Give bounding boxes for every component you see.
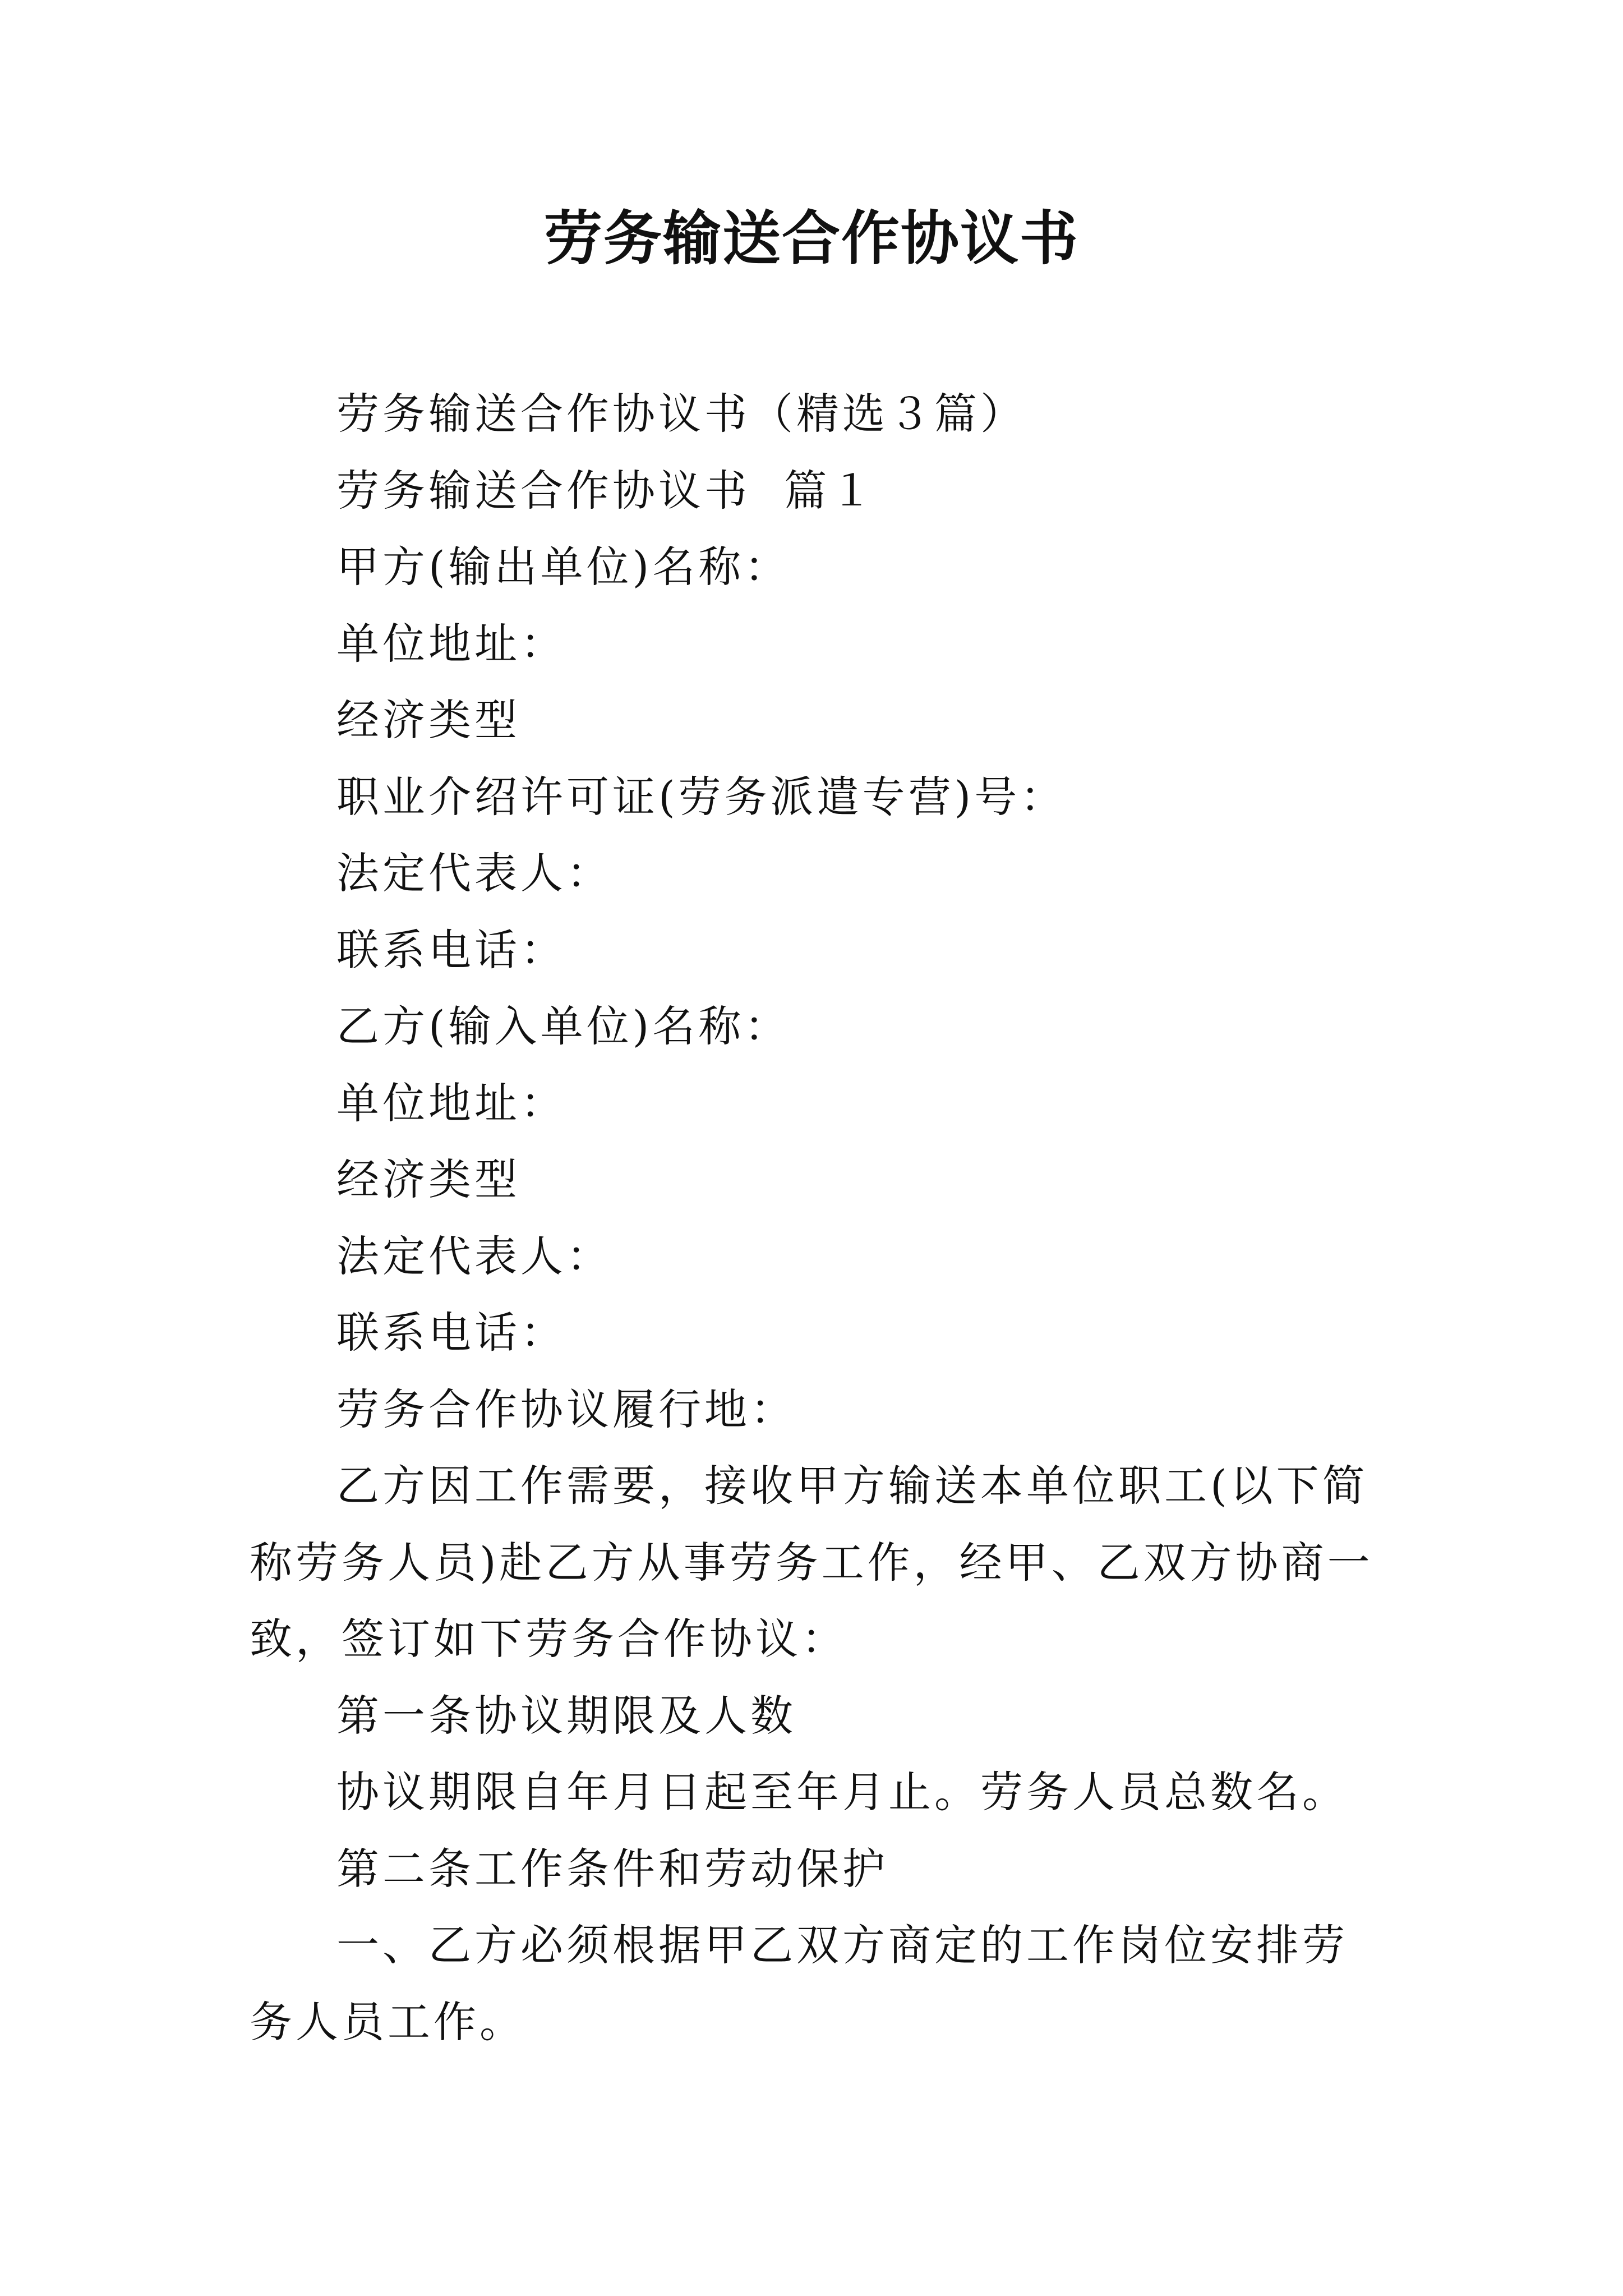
paragraph: 单位地址： xyxy=(336,1078,566,1128)
document-title: 劳务输送合作协议书 xyxy=(543,204,1079,273)
paragraph: 职业介绍许可证(劳务派遣专营)号： xyxy=(336,771,1067,822)
paragraph: 一、乙方必须根据甲乙双方商定的工作岗位安排劳务人员工作。 xyxy=(250,1920,1348,2047)
paragraph: 第二条工作条件和劳动保护 xyxy=(336,1843,888,1894)
paragraph: 协议期限自年月日起至年月止。劳务人员总数名。 xyxy=(336,1767,1348,1817)
paragraph: 劳务输送合作协议书（精选３篇） xyxy=(336,389,1026,439)
paragraph: 法定代表人： xyxy=(336,848,612,898)
paragraph: 劳务输送合作协议书 篇１ xyxy=(336,465,877,516)
paragraph: 法定代表人： xyxy=(336,1231,612,1281)
paragraph: 经济类型 xyxy=(336,1154,520,1204)
paragraph: 乙方因工作需要，接收甲方输送本单位职工(以下简称劳务人员)赴乙方从事劳务工作，经甲、乙双方协商一致，签订如下劳务合作协议： xyxy=(250,1461,1373,1664)
document-body xyxy=(250,376,1394,2060)
paragraph: 单位地址： xyxy=(336,618,566,669)
paragraph: 乙方(输入单位)名称： xyxy=(336,1001,791,1051)
paragraph: 第一条协议期限及人数 xyxy=(336,1690,796,1741)
paragraph: 劳务合作协议履行地： xyxy=(336,1384,796,1434)
paragraph: 经济类型 xyxy=(336,695,520,745)
paragraph: 联系电话： xyxy=(336,1308,566,1358)
paragraph: 联系电话： xyxy=(336,924,566,975)
paragraph: 甲方(输出单位)名称： xyxy=(336,542,791,592)
